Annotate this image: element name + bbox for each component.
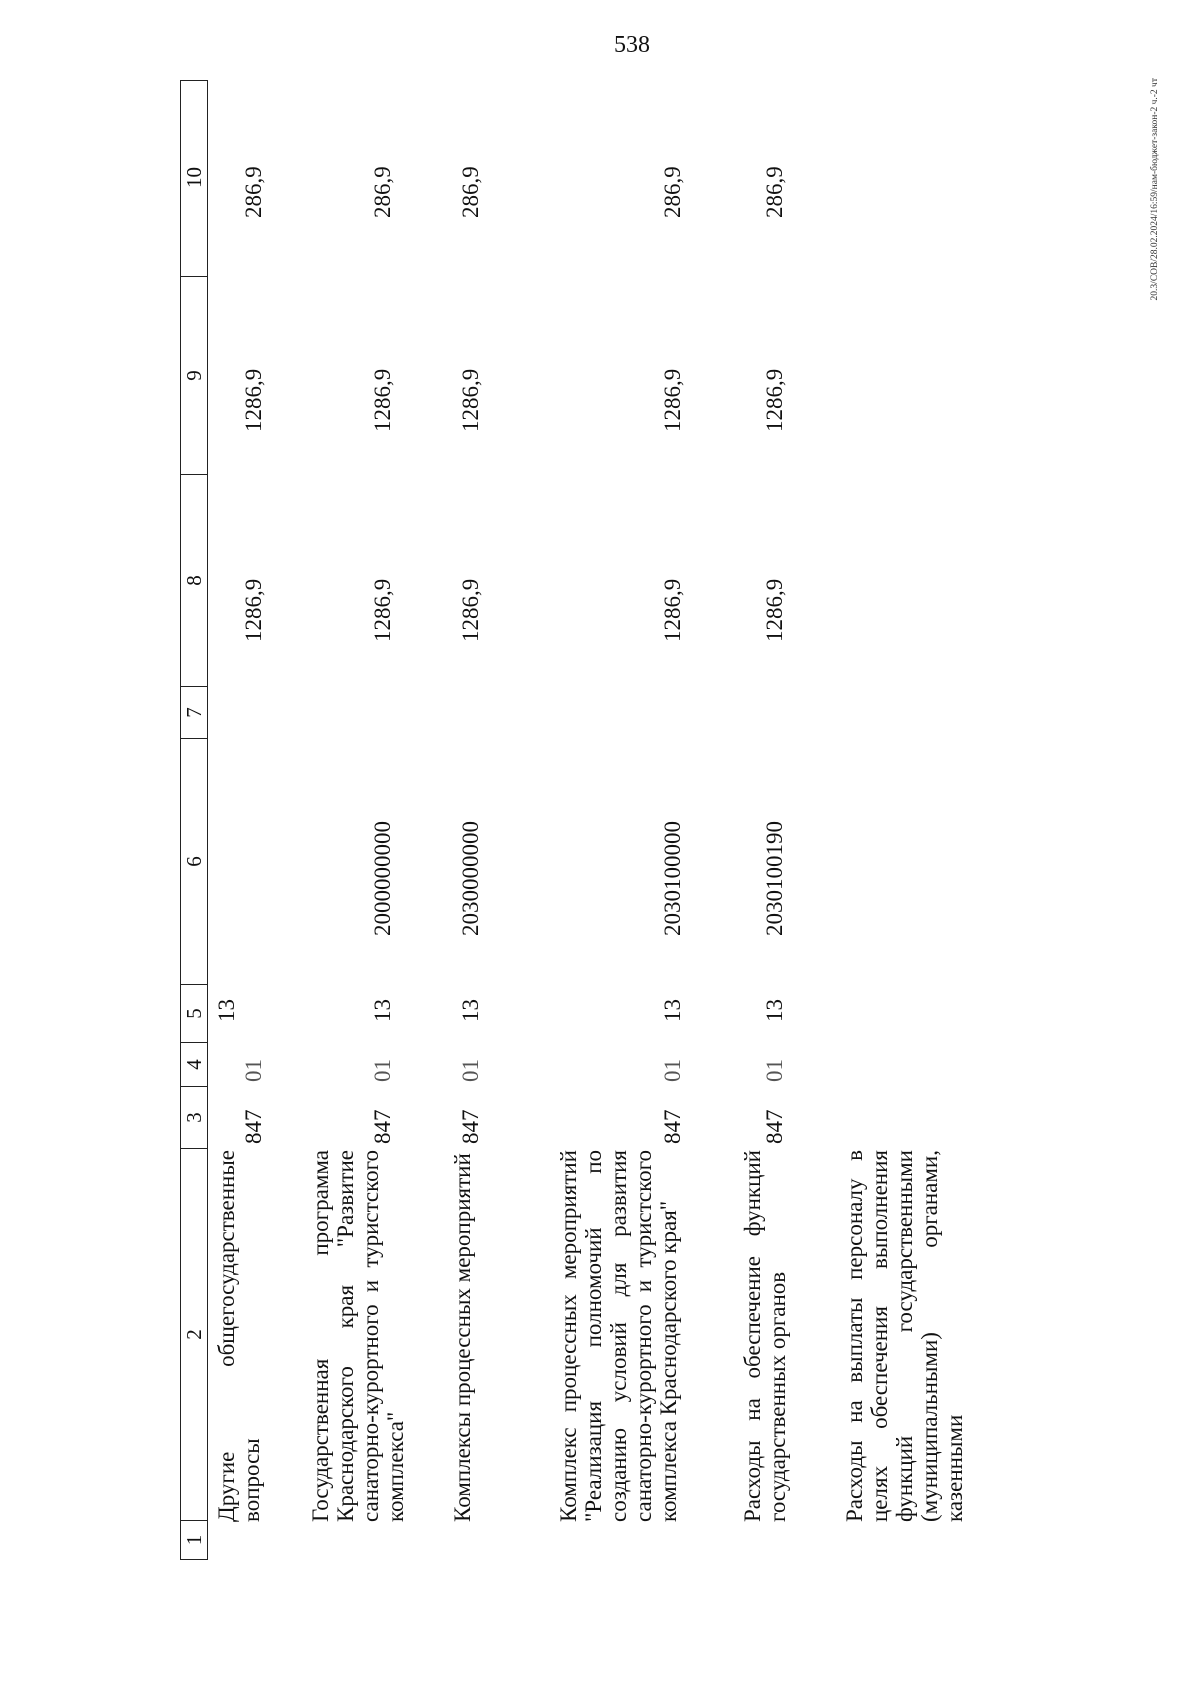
budget-table bbox=[180, 80, 1080, 1560]
row-value-9: 1286,9 bbox=[370, 368, 395, 432]
row-code-6: 2000000000 bbox=[370, 821, 395, 936]
row-name: Расходы на выплаты персоналу в целях обеспечения выполнения функций государственными (муниципальными) органами, казенными bbox=[842, 1150, 967, 1522]
row-code-3: 847 bbox=[458, 1109, 483, 1144]
row-value-10: 286,9 bbox=[458, 166, 483, 218]
row-value-10: 286,9 bbox=[370, 166, 395, 218]
row-name: Расходы на обеспечение функций государственных органов bbox=[740, 1150, 790, 1522]
row-value-10: 286,9 bbox=[241, 166, 266, 218]
row-value-9: 1286,9 bbox=[241, 368, 266, 432]
row-code-5: 13 bbox=[762, 999, 787, 1022]
row-code-4: 01 bbox=[458, 1059, 483, 1082]
column-header-5: 5 bbox=[181, 985, 207, 1043]
column-header-2: 2 bbox=[181, 1149, 207, 1521]
row-code-3: 847 bbox=[762, 1109, 787, 1144]
row-code-4: 01 bbox=[660, 1059, 685, 1082]
row-value-8: 1286,9 bbox=[241, 578, 266, 642]
table-header bbox=[180, 80, 208, 1560]
row-code-6: 2030100190 bbox=[762, 821, 787, 936]
column-header-8: 8 bbox=[181, 475, 207, 687]
row-code-4: 01 bbox=[241, 1059, 266, 1082]
column-header-1: 1 bbox=[182, 1534, 206, 1546]
row-name: Комплекс процессных мероприятий "Реализация полномочий по созданию условий для развития санаторно-курортного и туристского комплекса Краснодарского края" bbox=[556, 1150, 681, 1522]
row-code-3: 847 bbox=[660, 1109, 685, 1144]
column-header-9: 9 bbox=[181, 277, 207, 475]
row-value-9: 1286,9 bbox=[762, 368, 787, 432]
column-header-10: 10 bbox=[181, 79, 207, 277]
row-value-9: 1286,9 bbox=[458, 368, 483, 432]
row-code-6: 2030100000 bbox=[660, 821, 685, 936]
column-header-6: 6 bbox=[181, 739, 207, 985]
row-value-8: 1286,9 bbox=[458, 578, 483, 642]
row-value-10: 286,9 bbox=[660, 166, 685, 218]
column-header-3: 3 bbox=[181, 1087, 207, 1149]
column-header-4: 4 bbox=[181, 1043, 207, 1087]
document-footer: 20.3/СОВ/28.02.2024/16:59/нам-бюджет-закон-2 ч.-2 чт bbox=[1150, 78, 1160, 301]
row-code-4: 01 bbox=[370, 1059, 395, 1082]
row-value-8: 1286,9 bbox=[660, 578, 685, 642]
row-value-9: 1286,9 bbox=[660, 368, 685, 432]
row-code-6: 2030000000 bbox=[458, 821, 483, 936]
page-number: 538 bbox=[614, 32, 650, 58]
row-code-5: 13 bbox=[214, 999, 239, 1022]
row-code-3: 847 bbox=[370, 1109, 395, 1144]
row-name: Другие общегосударственные вопросы bbox=[214, 1150, 264, 1522]
row-code-5: 13 bbox=[370, 999, 395, 1022]
row-code-3: 847 bbox=[241, 1109, 266, 1144]
row-value-10: 286,9 bbox=[762, 166, 787, 218]
row-name: Государственная программа Краснодарского края "Развитие санаторно-курортного и туристского комплекса" bbox=[308, 1150, 408, 1522]
row-code-5: 13 bbox=[660, 999, 685, 1022]
row-name: Комплексы процессных мероприятий bbox=[450, 1153, 475, 1522]
column-header-7: 7 bbox=[181, 687, 207, 739]
rotated-table-container bbox=[180, 80, 1080, 1560]
row-value-8: 1286,9 bbox=[370, 578, 395, 642]
row-code-5: 13 bbox=[458, 999, 483, 1022]
row-value-8: 1286,9 bbox=[762, 578, 787, 642]
row-code-4: 01 bbox=[762, 1059, 787, 1082]
